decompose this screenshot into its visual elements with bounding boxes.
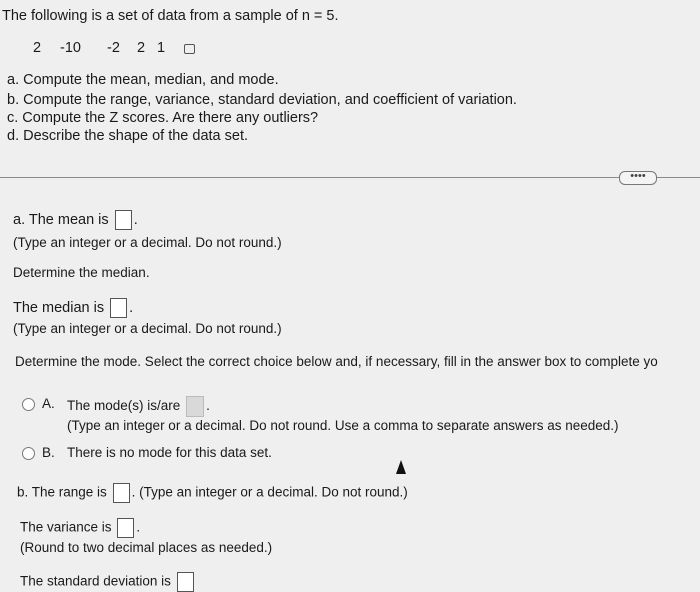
mode-intro: Determine the mode. Select the correct choice below and, if necessary, fill in the answer box to complete yo — [15, 354, 658, 369]
median-hint: (Type an integer or a decimal. Do not round.) — [13, 321, 282, 336]
data-value: -10 — [60, 40, 81, 56]
mean-hint: (Type an integer or a decimal. Do not round.) — [13, 235, 282, 250]
data-value: 2 — [137, 40, 146, 56]
stddev-row — [20, 572, 196, 592]
data-value: 1 — [157, 40, 166, 56]
stddev-input[interactable] — [177, 572, 194, 592]
option-a-row: The mode(s) is/are . — [67, 396, 210, 417]
copy-data-icon[interactable] — [184, 44, 195, 54]
option-b-radio[interactable] — [22, 447, 35, 460]
variance-hint: (Round to two decimal places as needed.) — [20, 540, 273, 555]
median-label: The median is — [13, 299, 105, 316]
mean-row: a. The mean is . — [13, 210, 138, 230]
variance-input[interactable] — [117, 518, 134, 538]
mode-input[interactable] — [186, 396, 204, 417]
range-label: b. The range is — [17, 484, 107, 500]
range-row: b. The range is . (Type an integer or a decimal. Do not round.) — [17, 483, 408, 503]
mouse-cursor-icon — [396, 460, 406, 474]
question-part-d: d. Describe the shape of the data set. — [7, 128, 249, 144]
option-a-label: The mode(s) is/are — [67, 398, 181, 414]
range-input[interactable] — [113, 483, 130, 503]
option-a-radio[interactable] — [22, 398, 35, 411]
range-hint: (Type an integer or a decimal. Do not round.) — [139, 484, 408, 500]
question-intro: The following is a set of data from a sample of n = 5. — [2, 8, 339, 24]
option-b-label: There is no mode for this data set. — [67, 445, 272, 460]
median-intro: Determine the median. — [13, 265, 150, 280]
variance-row: The variance is . — [20, 518, 140, 538]
median-row: The median is . — [13, 298, 133, 318]
option-a-hint: (Type an integer or a decimal. Do not round. Use a comma to separate answers as needed.) — [67, 418, 619, 433]
question-part-c: c. Compute the Z scores. Are there any outliers? — [7, 110, 319, 126]
median-input[interactable] — [110, 298, 127, 318]
data-value: 2 — [33, 40, 42, 56]
question-part-b: b. Compute the range, variance, standard deviation, and coefficient of variation. — [7, 92, 517, 108]
question-part-a: a. Compute the mean, median, and mode. — [7, 72, 279, 88]
option-b-letter: B. — [42, 445, 55, 460]
mean-label: a. The mean is — [13, 211, 109, 228]
variance-label: The variance is — [20, 519, 112, 535]
mean-input[interactable] — [115, 210, 132, 230]
option-a-letter: A. — [42, 396, 55, 411]
stddev-label: The standard deviation is — [20, 573, 171, 589]
more-options-button[interactable]: •••• — [619, 171, 657, 185]
data-value: -2 — [107, 40, 120, 56]
section-divider — [0, 177, 700, 178]
